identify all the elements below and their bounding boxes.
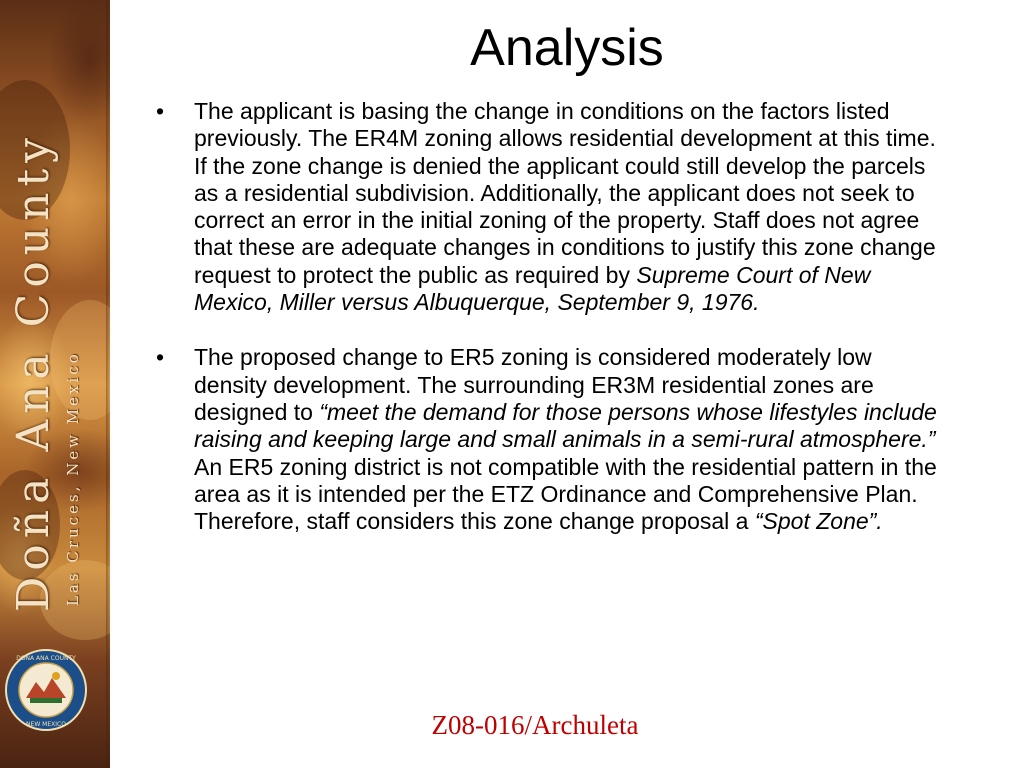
bullet-item-er5-zoning [148,344,948,535]
bullet-text: The applicant is basing the change in conditions on the factors listed previously. The ER4M zoning allows residential development at this time. If the zone change is denied the applicant could still develop the parcels as a residential subdivision. Additionally, the applicant does not seek to correct an error in the initial zoning of the property. Staff does not agree that these are adequate changes in conditions to justify this zone change request to protect the public as required by [194,98,936,288]
bullet-marker: • [156,98,165,124]
bullet-citation: Supreme Court of New Mexico, Miller versus Albuquerque, September 9, 1976. [194,261,871,316]
bullet-text: An ER5 zoning district is not compatible with the residential pattern in the area as it is intended per the ETZ Ordinance and Comprehensive Plan. Therefore, staff considers this zone change proposal a [194,453,937,535]
svg-text:DOÑA ANA COUNTY: DOÑA ANA COUNTY [16,655,76,662]
county-location: Las Cruces, New Mexico [64,351,82,606]
case-number-footer: Z08-016/Archuleta [431,710,639,740]
county-seal-icon [4,648,88,732]
bullet-text: The proposed change to ER5 zoning is considered moderately low density development. The surrounding ER3M residential zones are designed to [194,344,874,425]
slide-title: Analysis [470,19,664,77]
svg-text:NEW MEXICO: NEW MEXICO [26,721,66,728]
sidebar-edge [106,0,110,768]
bullet-spot-zone: “Spot Zone”. [754,508,883,535]
bullet-marker: • [156,344,165,371]
bullet-list [148,98,948,563]
bullet-quote: “meet the demand for those persons whose lifestyles include raising and keeping large and small animals in a semi-rural atmosphere.” [194,398,937,453]
bullet-item-change-in-conditions [148,98,948,316]
county-sidebar-banner [0,0,110,768]
county-name: Doña Ana County [8,131,59,612]
